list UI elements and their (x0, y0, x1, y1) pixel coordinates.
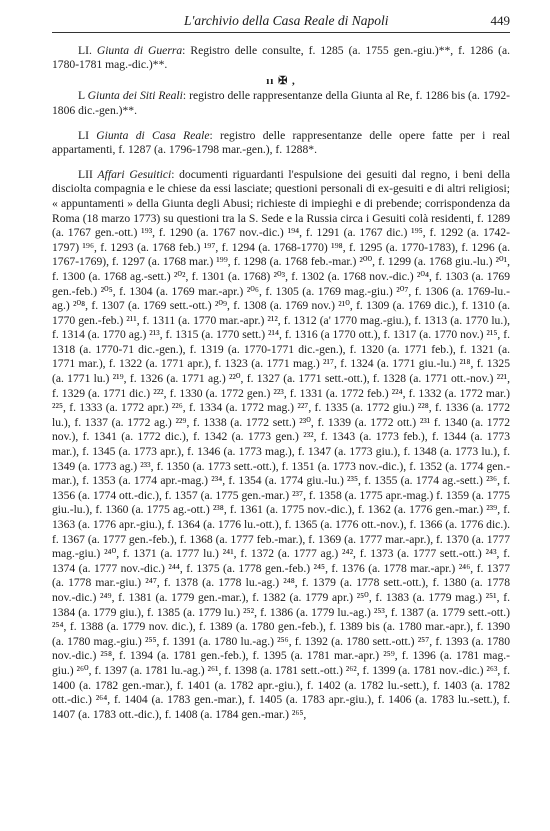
entry-text: : registro delle rappresentanze delle opere fatte per i real appartamenti, f. 1287 (a. 1796-1798 mar.-gen.), f. 1288*. (52, 128, 510, 157)
entry-name: Giunta dei Siti Reali (87, 89, 183, 103)
entry-giunta-di-guerra (52, 44, 510, 73)
page-number: 449 (490, 13, 510, 28)
entry-text: : Registro delle consulte, f. 1285 (a. 1755 gen.-giu.)**, f. 1286 (a. 1780-1781 mag.-dic.)**. (52, 43, 510, 72)
entry-text: : documenti riguardanti l'espulsione dei gesuiti dal regno, i beni della disciolta compagnia e le chiese da essi lasciate; questioni personali di ex-gesuiti e di altri religiosi; « appuntamenti » della Giunta degli Abusi; richieste di impieghi e di prebende; corrispondenza da Roma (18 marzo 1773) su questioni tra la S. Sede e la Russia circa i Gesuiti colà residenti, f. 1289 (a. 1767 gen.-ott.) ¹⁹³, f. 1290 (a. 1767 nov.-dic.) ¹⁹⁴, f. 1291 (a. 1767 dic.) ¹⁹⁵, f. 1292 (a. 1742-1797) ¹⁹⁶, f. 1293 (a. 1768 feb.) ¹⁹⁷, f. 1294 (a. 1768-1770) ¹⁹⁸, f. 1295 (a. 1770-1783), f. 1296 (a. 1767-1769), f. 1297 (a. 1768 mar.) ¹⁹⁹, f. 1298 (a. 1768 feb.-mar.) ²⁰⁰, f. 1299 (a. 1768 giu.-lu.) ²⁰¹, f. 1300 (a. 1768 ag.-sett.) ²⁰², f. 1301 (a. 1768) ²⁰³, f. 1302 (a. 1768 nov.-dic.) ²⁰⁴, f. 1303 (a. 1769 gen.-feb.) ²⁰⁵, f. 1304 (a. 1769 mar.-apr.) ²⁰⁶, f. 1305 (a. 1769 mag.-giu.) ²⁰⁷, f. 1306 (a. 1769-lu.-ag.) ²⁰⁸, f. 1307 (a. 1769 sett.-ott.) ²⁰⁹, f. 1308 (a. 1769 nov.) ²¹⁰, f. 1309 (a. 1769 dic.), f. 1310 (a. 1770 gen.-feb.) ²¹¹, f. 1311 (a. 1770 mar.-apr.) ²¹², f. 1312 (a' 1770 mag.-giu.), f. 1313 (a. 1770 lu.), f. 1314 (a. 1770 ag.) ²¹³, f. 1315 (a. 1770 sett.) ²¹⁴, f. 1316 (a 1770 ott.), f. 1317 (a. 1770 nov.) ²¹⁵, f. 1318 (a. 1770-71 dic.-gen.), f. 1319 (a. 1770-1771 dic.-gen.), f. 1320 (a. 1771 feb.), f. 1321 (a. 1771 mar.), f. 1322 (a. 1771 apr.), f. 1323 (a. 1771 mag.) ²¹⁷, f. 1324 (a. 1771 giu.-lu.) ²¹⁸, f. 1325 (a. 1771 lu.) ²¹⁹, f. 1326 (a. 1771 ag.) ²²⁰, f. 1327 (a. 1771 sett.-ott.), f. 1328 (a. 1771 ott.-nov.) ²²¹, f. 1329 (a. 1771 dic.) ²²², f. 1330 (a. 1772 gen.) ²²³, f. 1331 (a. 1772 feb.) ²²⁴, f. 1332 (a. 1772 mar.) ²²⁵, f. 1333 (a. 1772 apr.) ²²⁶, f. 1334 (a. 1772 mag.) ²²⁷, f. 1335 (a. 1772 giu.) ²²⁸, f. 1336 (a. 1772 lu.), f. 1337 (a. 1772 ag.) ²²⁹, f. 1338 (a. 1772 sett.) ²³⁰, f. 1339 (a. 1772 ott.) ²³¹ f. 1340 (a. 1772 nov.), f. 1341 (a. 1772 dic.), f. 1342 (a. 1773 gen.) ²³², f. 1343 (a. 1773 feb.), f. 1344 (a. 1773 mar.), f. 1345 (a. 1773 apr.), f. 1346 (a. 1773 mag.), f. 1347 (a. 1773 giu.), f. 1348 (a. 1773 lu.), f. 1349 (a. 1773 ag.) ²³³, f. 1350 (a. 1773 sett.-ott.), f. 1351 (a. 1773 nov.-dic.), f. 1352 (a. 1774 gen.-mar.), f. 1353 (a. 1774 apr.-mag.) ²³⁴, f. 1354 (a. 1774 giu.-lu.) ²³⁵, f. 1355 (a. 1774 ag.-sett.) ²³⁶, f. 1356 (a. 1774 ott.-dic.), f. 1357 (a. 1775 gen.-mar.) ²³⁷, f. 1358 (a. 1775 apr.-mag.) f. 1359 (a. 1775 giu.-lu.), f. 1360 (a. 1775 ag.-ott.) ²³⁸, f. 1361 (a. 1775 nov.-dic.), f. 1362 (a. 1776 gen.-mar.) ²³⁹, f. 1363 (a. 1776 apr.-giu.), f. 1364 (a. 1776 lu.-ott.), f. 1365 (a. 1776 ott.-nov.), f. 1366 (a. 1776 dic.). f. 1367 (a. 1777 gen.-feb.), f. 1368 (a. 1777 feb.-mar.), f. 1369 (a. 1777 mar.-apr.), f. 1370 (a. 1777 mag.-giu.) ²⁴⁰, f. 1371 (a. 1777 lu.) ²⁴¹, f. 1372 (a. 1777 ag.) ²⁴², f. 1373 (a. 1777 sett.-ott.) ²⁴³, f. 1374 (a. 1777 nov.-dic.) ²⁴⁴, f. 1375 (a. 1778 gen.-feb.) ²⁴⁵, f. 1376 (a. 1778 mar.-apr.) ²⁴⁶, f. 1377 (a. 1778 mar.-giu.) ²⁴⁷, f. 1378 (a. 1778 lu.-ag.) ²⁴⁸, f. 1379 (a. 1778 sett.-ott.), f. 1380 (a. 1778 nov.-dic.) ²⁴⁹, f. 1381 (a. 1779 gen.-mar.), f. 1382 (a. 1779 apr.) ²⁵⁰, f. 1383 (a. 1779 mag.) ²⁵¹, f. 1384 (a. 1779 giu.), f. 1385 (a. 1779 lu.) ²⁵², f. 1386 (a. 1779 lu.-ag.) ²⁵³, f. 1387 (a. 1779 sett.-ott.) ²⁵⁴, f. 1388 (a. 1779 nov. dic.), f. 1389 (a. 1780 gen.-feb.), f. 1389 bis (a. 1780 mar.-apr.), f. 1390 (a. 1780 mag.-giu.) ²⁵⁵, f. 1391 (a. 1780 lu.-ag.) ²⁵⁶, f. 1392 (a. 1780 sett.-ott.) ²⁵⁷, f. 1393 (a. 1780 nov.-dic.) ²⁵⁸, f. 1394 (a. 1781 gen.-feb.), f. 1395 (a. 1781 mar.-apr.) ²⁵⁹, f. 1396 (a. 1781 mag.-giu.) ²⁶⁰, f. 1397 (a. 1781 lu.-ag.) ²⁶¹, f. 1398 (a. 1781 sett.-ott.) ²⁶², f. 1399 (a. 1781 nov.-dic.) ²⁶³, f. 1400 (a. 1782 gen.-mar.), f. 1401 (a. 1782 apr.-giu.), f. 1402 (a. 1782 lu.-sett.), f. 1403 (a. 1782 ott.-dic.) ²⁶⁴, f. 1404 (a. 1783 gen.-mar.), f. 1405 (a. 1783 apr.-giu.), f. 1406 (a. 1783 lu.-sett.), f. 1407 (a. 1783 ott.-dic.), f. 1408 (a. 1784 gen.-mar.) ²⁶⁵, (52, 167, 510, 721)
entry-name: Giunta di Guerra (96, 43, 183, 57)
running-title: L'archivio della Casa Reale di Napoli (184, 13, 389, 28)
entry-giunta-siti-reali (52, 89, 510, 118)
entry-text: : registro delle rappresentanze della Giunta al Re, f. 1286 bis (a. 1792-1806 dic.-gen.)**. (52, 89, 510, 117)
entry-number: LI (78, 128, 89, 142)
ink-mark: ıı ✠ , (266, 74, 296, 87)
entry-number: LII (78, 167, 93, 181)
entry-name: Giunta di Casa Reale (96, 128, 210, 142)
entry-affari-gesuitici (52, 168, 510, 723)
entry-name: Affari Gesuitici (97, 167, 172, 181)
entry-number: LI. (78, 43, 92, 57)
running-header (52, 14, 510, 33)
entry-giunta-casa-reale (52, 129, 510, 158)
entry-number: L (78, 89, 85, 103)
